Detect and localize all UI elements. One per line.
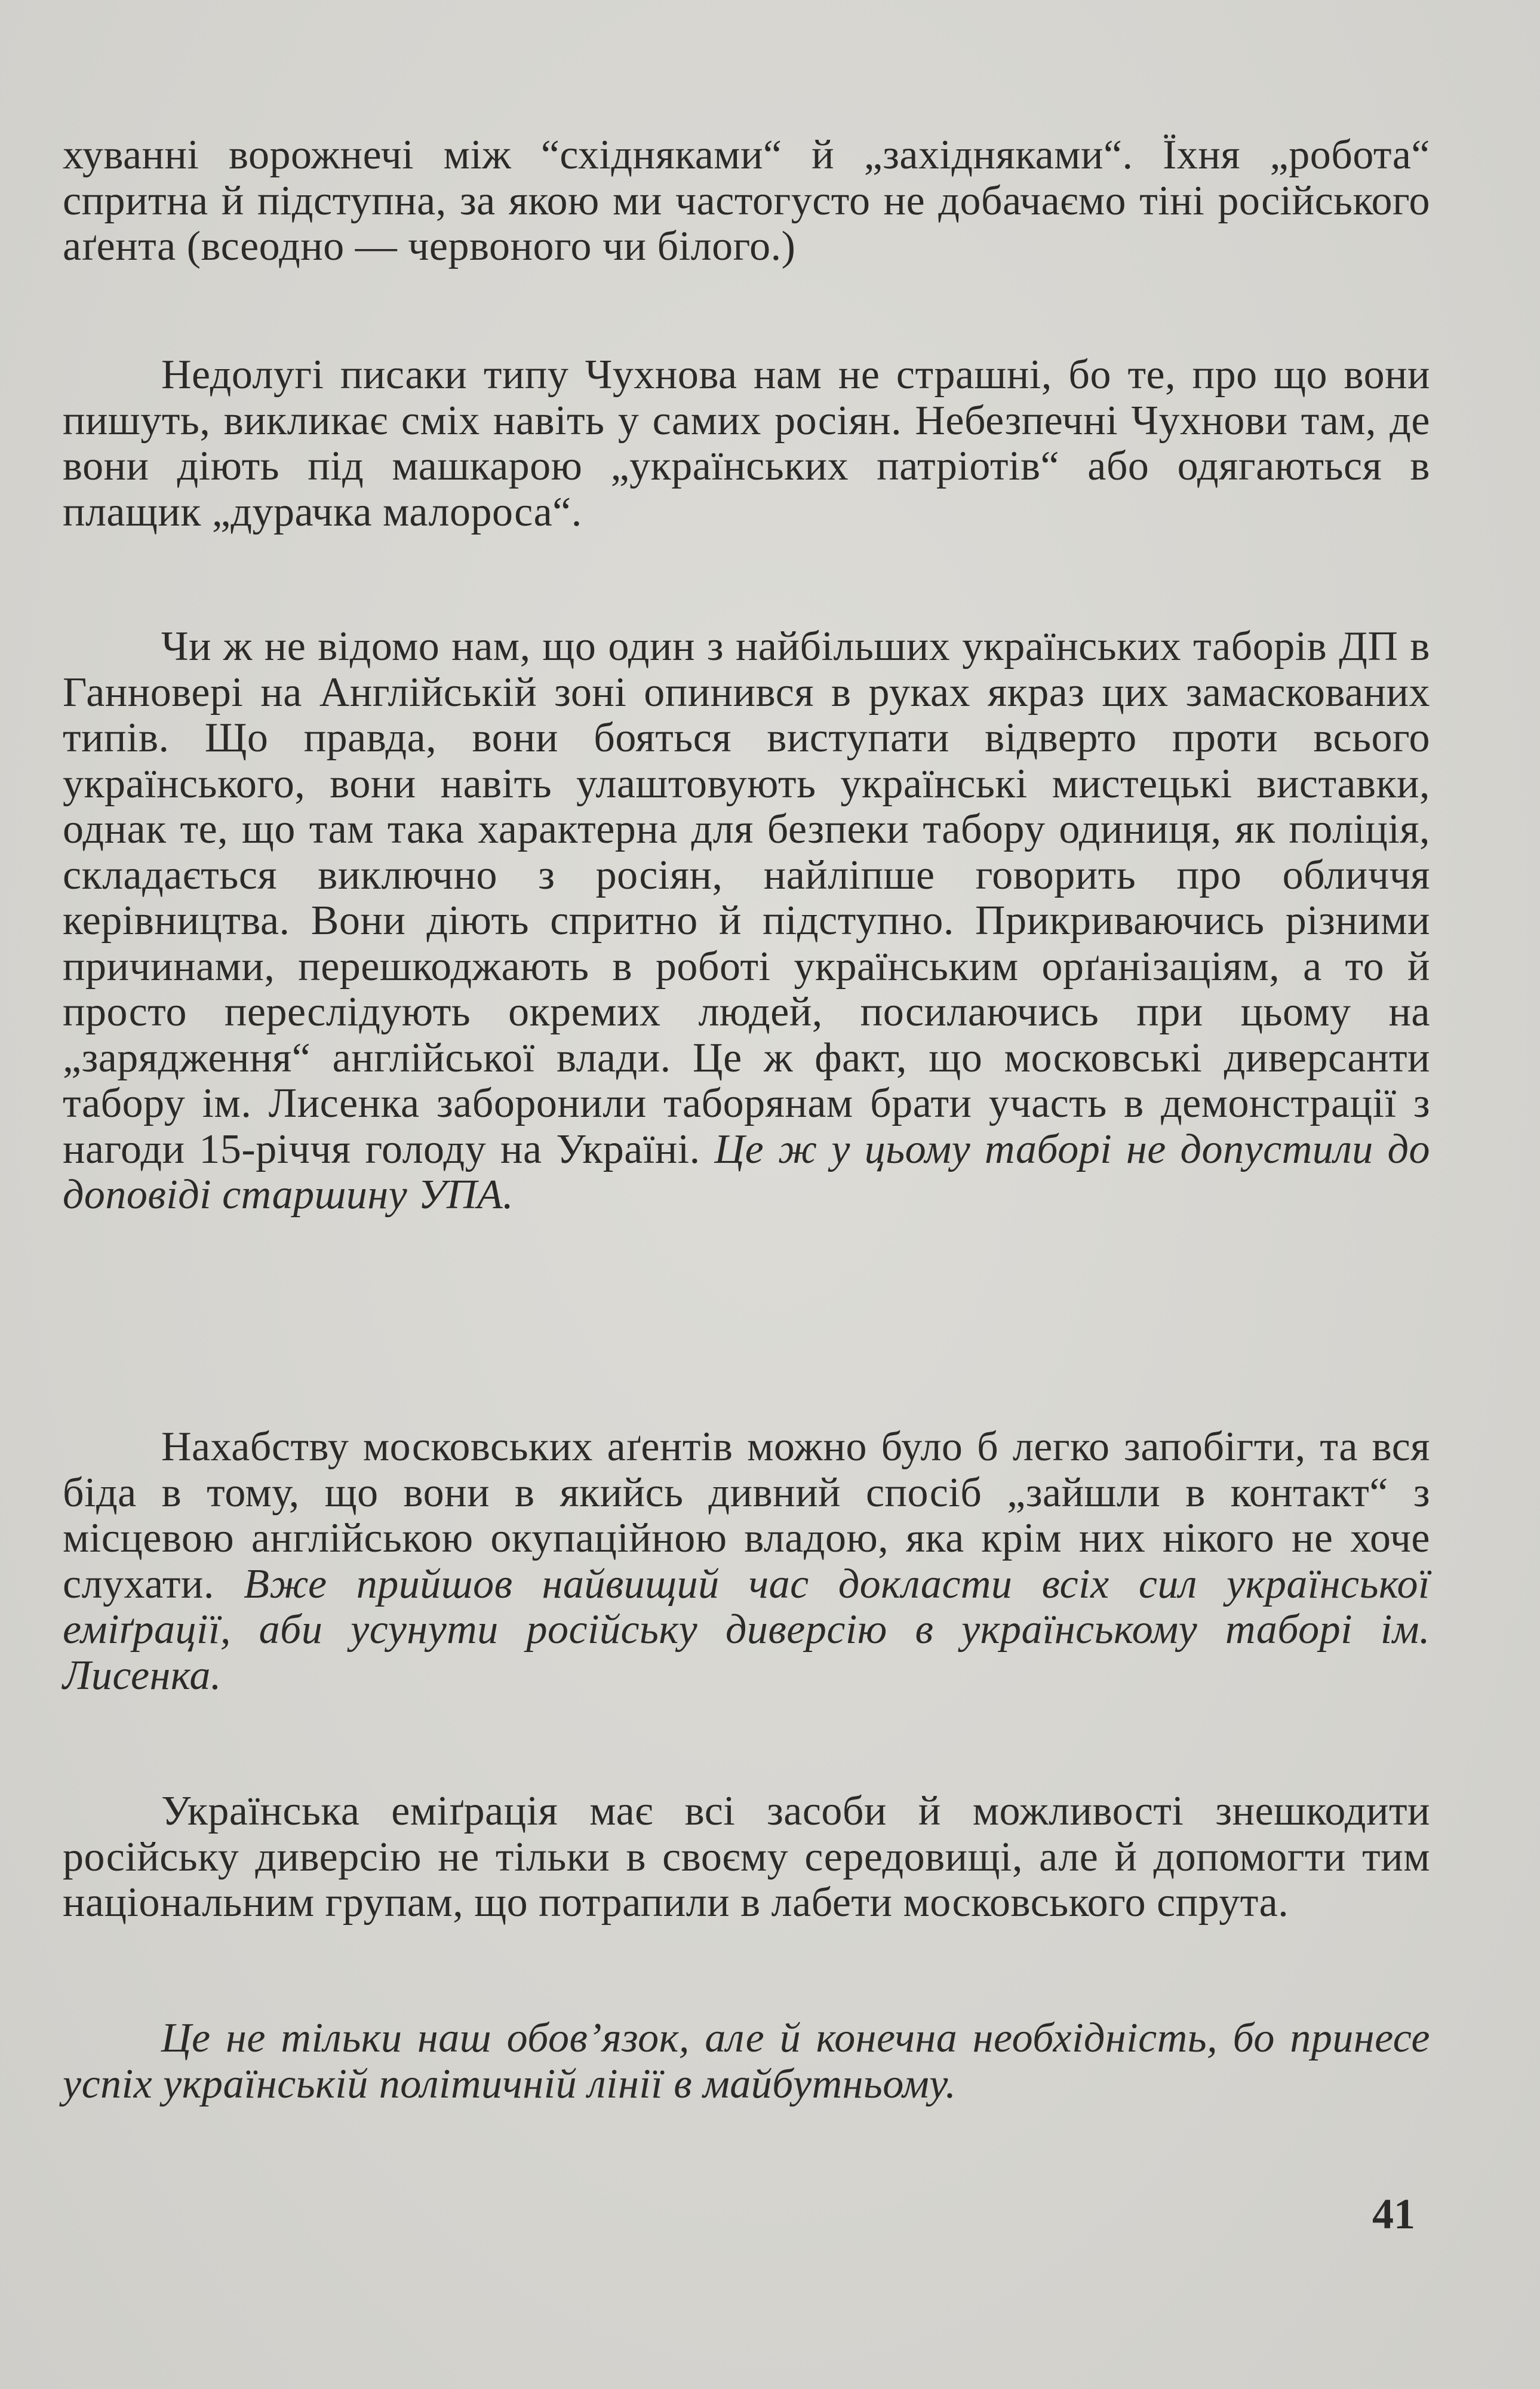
paragraph-duty (63, 2016, 1430, 2107)
paragraph-text: хуванні ворожнечі між “східняками“ й „західняками“. Їхня „робота“ спритна й підступна, за якою ми частогусто не добачаємо тіні російського аґента (всеодно — червоного чи білого.) (63, 132, 1430, 269)
italic-text: Це ж у цьому таборі не допустили до доповіді старшину УПА. (63, 1126, 1431, 1218)
paragraph-text: Українська еміґрація має всі засоби й можливості знешкодити російську диверсію не тільки в своєму середовищі, але й допомогти тим національним групам, що потрапили в лабети московського спрута. (63, 1788, 1430, 1926)
paragraph-continuation (63, 133, 1430, 270)
page-number: 41 (1372, 2190, 1415, 2238)
paragraph-chukhnov (63, 352, 1430, 535)
paragraph-text: Це не тільки наш обов’язок, але й конечна необхідність, бо принесе успіх українській політичній лінії в майбутньому. (63, 2015, 1430, 2107)
paragraph-text (63, 624, 1430, 1218)
paragraph-text: Недолугі писаки типу Чухнова нам не страшні, бо те, про що вони пишуть, викликає сміх навіть у самих росіян. Небезпечні Чухнови там, де вони діють під машкарою „українських патріотів“ або одягаються в плащик „дурачка малороса“. (63, 352, 1430, 535)
regular-text: Нахабству московських аґентів можно було б легко запобігти, та вся біда в тому, що вони в якийсь дивний спосіб „зайшли в контакт“ з місцевою англійською окупаційною владою, яка крім них нікого не хоче слухати. (63, 1424, 1430, 1607)
paragraph-emigration (63, 1789, 1430, 1926)
regular-text: Чи ж не відомо нам, що один з найбільших українських таборів ДП в Ганновері на Англійській зоні опинився в руках якраз цих замаскованих типів. Що правда, вони бояться виступати відверто проти всього українського, вони навіть улаштовують українські мистецькі виставки, однак те, що там така характерна для безпеки табору одиниця, як поліція, складається виключно з росіян, найліпше говорить про обличчя керівництва. Вони діють спритно й підступно. Прикриваючись різними причинами, перешкоджають в роботі українським орґанізаціям, а то й просто переслідують окремих людей, посилаючись при цьому на „зарядження“ англійської влади. Це ж факт, що московські диверсанти табору ім. Лисенка заборонили таборянам брати участь в демонстрації з нагоди 15-річчя голоду на Україні. (63, 624, 1430, 1172)
paragraph-text (63, 1424, 1430, 1699)
paragraph-hannover-camp (63, 624, 1430, 1218)
italic-text: Вже прийшов найвищий час докласти всіх сил української еміґрації, аби усунути російську диверсію в українському таборі ім. Лисенка. (63, 1561, 1431, 1699)
paragraph-agents (63, 1424, 1430, 1699)
